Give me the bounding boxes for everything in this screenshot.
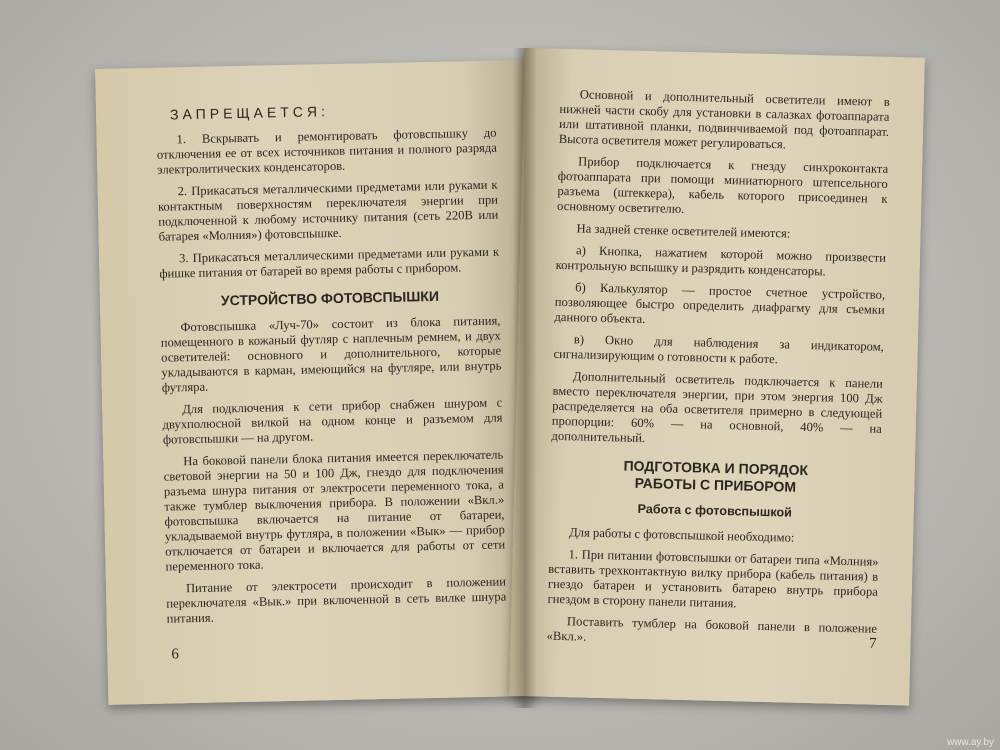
right-paragraph: б) Калькулятор — простое счетное устройство, позволяющее быстро определить диафрагму для съемки данного объекта. (554, 280, 886, 327)
open-booklet (95, 48, 955, 708)
right-paragraph: Основной и дополнительный осветители имеют в нижней части скобу для установки в салазках фотоаппарата или штативной планки, подвинчиваемой под фотоаппарат. Высота осветителя может регулироваться. (558, 87, 890, 152)
right-paragraph: Дополнительный осветитель подключается к панели вместо переключателя энергии, при этом энергия 100 Дж распределяется на оба осветителя примерно в следующей пропорции: 60% — на основной, 40% — на дополнительный. (551, 369, 884, 446)
preparation-section-title (550, 456, 881, 498)
watermark: www.ay.by (946, 737, 994, 748)
left-paragraph: Фотовспышка «Луч-70» состоит из блока питания, помещенного в кожаный футляр с наплечным ремнем, и двух осветителей: основного и дополнительного, которые укладываются в карман, имеющийся на футляре, или внутрь футляра. (160, 313, 502, 395)
left-paragraph: На боковой панели блока питания имеется переключатель световой энергии на 50 и 100 Дж, гнездо для подключения разъема шнура питания от электросети переменного тока, а также тумблер выключения прибора. В положении «Вкл.» фотовспышка включается на питание от батареи, укладываемой внутрь футляра, в положении «Вык» — прибор отключается от батареи и включается для работы от сети переменного тока. (163, 447, 506, 574)
left-paragraph: Для подключения к сети прибор снабжен шнуром с двухполюсной вилкой на одном конце и разъемом для фотовспышки — на другом. (162, 395, 503, 447)
prohibition-1: 1. Вскрывать и ремонтировать фотовспышку до отключения ее от всех источников питания и полного разряда электролитических конденсаторов. (156, 125, 497, 177)
page-number-right: 7 (868, 635, 877, 652)
section-title-line-1: ПОДГОТОВКА И ПОРЯДОК (623, 457, 809, 479)
section-title-line-2: РАБОТЫ С ПРИБОРОМ (634, 474, 797, 495)
right-paragraph: Поставить тумблер на боковой панели в положение «Вкл.». (546, 614, 878, 644)
right-paragraph: На задней стенке осветителей имеются: (576, 221, 791, 241)
right-paragraph: а) Кнопка, нажатием которой можно произвести контрольную вспышку и разрядить конденсаторы. (555, 243, 887, 279)
page-number-left: 6 (171, 646, 180, 663)
right-page-text (546, 87, 890, 659)
prohibition-3: 3. Прикасаться металлическими предметами или руками к фишке питания от батарей во время работы с прибором. (159, 244, 500, 281)
right-paragraph: Прибор подключается к гнезду синхроконтакта фотоаппарата при помощи миниатюрного штепсельного разъема (штеккера), кабель которого присоединен к основному осветителю. (556, 154, 889, 216)
right-paragraph: в) Окно для наблюдения за индикатором, сигнализирующим о готовности к работе. (553, 332, 884, 367)
right-page (509, 48, 925, 706)
right-paragraph: Для работы с фотовспышкой необходимо: (569, 525, 795, 545)
left-paragraph: Питание от электросети происходит в положении переключателя «Вык.» при включенной в сеть вилке шнура питания. (166, 574, 507, 626)
device-section-title: УСТРОЙСТВО ФОТОВСПЫШКИ (220, 287, 440, 309)
working-subtitle: Работа с фотовспышкой (637, 501, 793, 520)
left-page-text (156, 101, 507, 634)
prohibition-2: 2. Прикасаться металлическими предметами или руками к контактным поверхностям переключателя энергии при подключенной к любому источнику питания (сеть 220В или батарея «Молния») фотовспышке. (157, 177, 499, 244)
prohibited-heading: ЗАПРЕЩАЕТСЯ: (169, 103, 330, 123)
right-paragraph: 1. При питании фотовспышки от батареи типа «Молния» вставить трехконтактную вилку прибора (кабель питания) в гнездо батареи и установить батарею внутрь прибора гнездом в сторону панели питания. (547, 547, 879, 611)
left-page (95, 60, 538, 705)
